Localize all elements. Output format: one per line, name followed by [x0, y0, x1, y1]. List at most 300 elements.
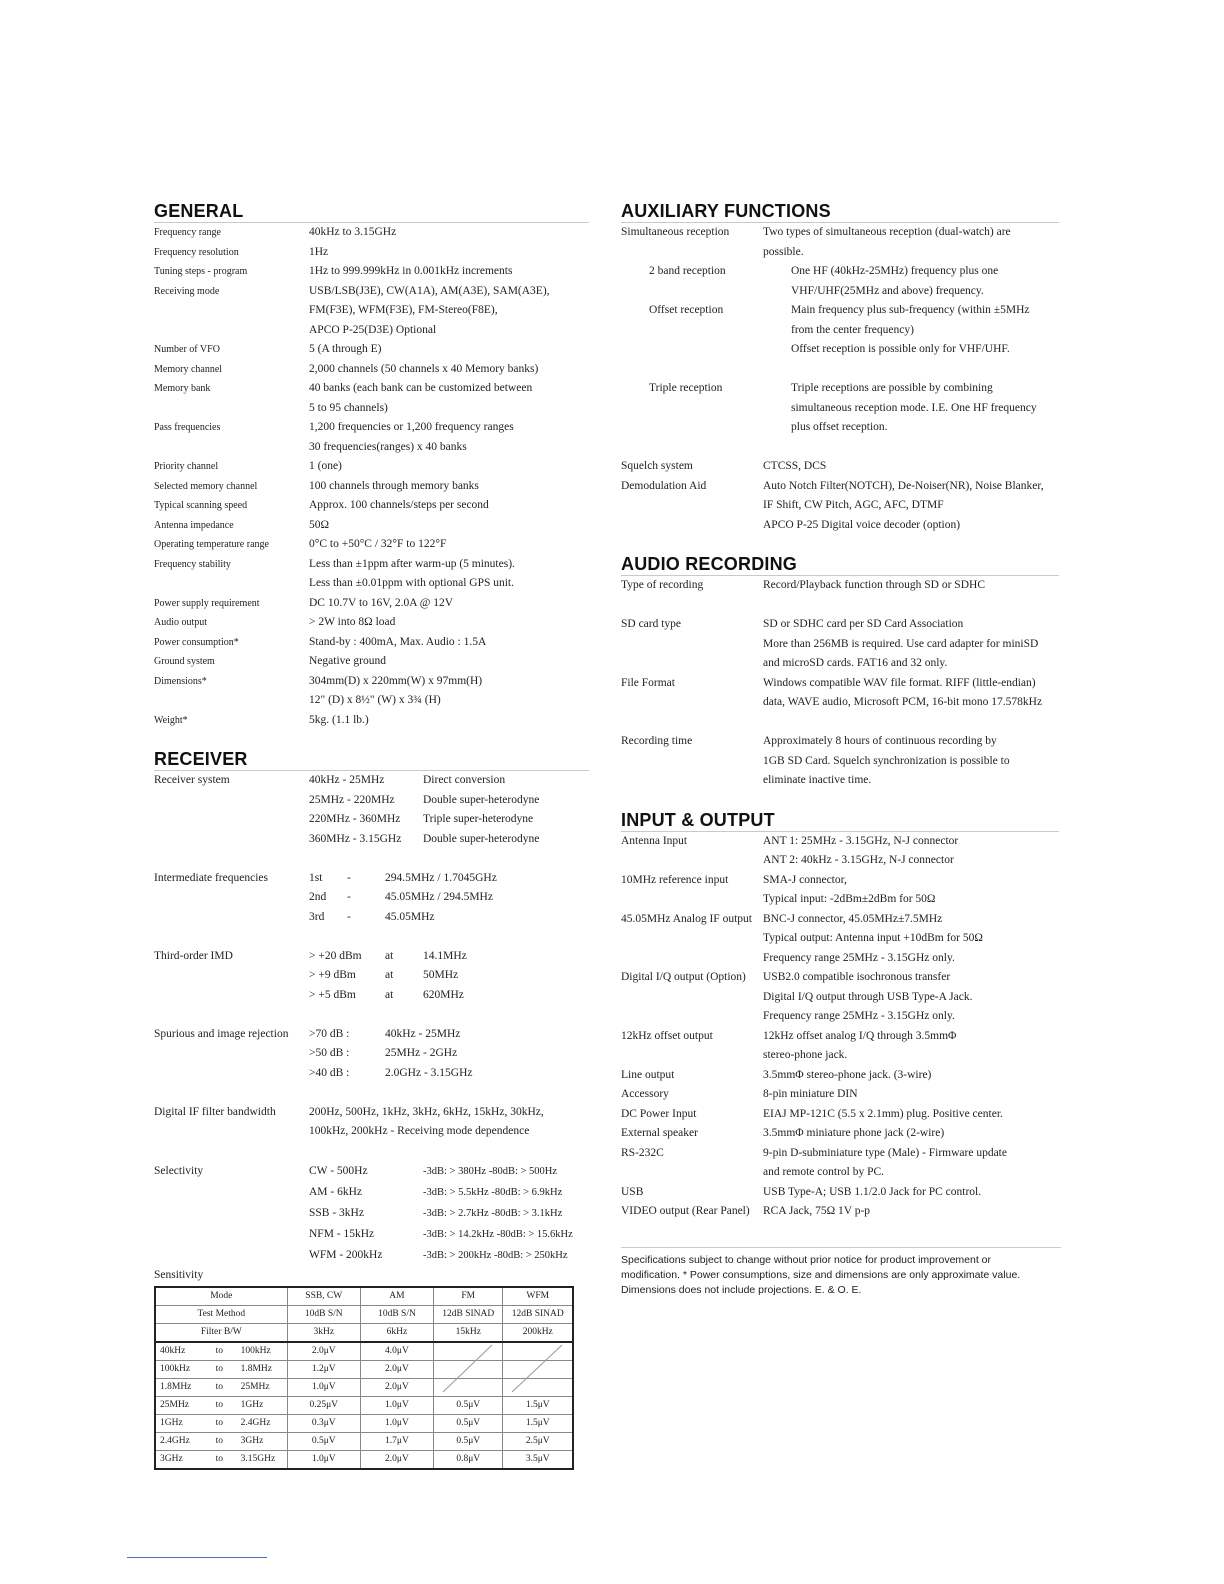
spec-value-line: 8-pin miniature DIN	[763, 1088, 858, 1100]
spec-label	[154, 888, 309, 908]
table-header-row	[155, 1305, 573, 1323]
spec-value	[309, 418, 589, 457]
table-header-cell: 15kHz	[434, 1323, 503, 1342]
spec-value-line: Stand-by : 400mA, Max. Audio : 1.5A	[309, 635, 487, 648]
sensitivity-value-wfm: 3.5μV	[503, 1450, 573, 1469]
spec-value	[309, 516, 589, 536]
spec-value-line: BNC-J connector, 45.05MHz±7.5MHz	[763, 912, 943, 925]
frequency-range	[156, 1346, 287, 1356]
spec-value	[309, 1064, 589, 1084]
spec-label	[154, 1044, 309, 1064]
spec-row	[154, 986, 589, 1006]
spec-value-line: 0°C to +50°C / 32°F to 122°F	[309, 538, 447, 550]
spec-cell: 45.05MHz / 294.5MHz	[385, 891, 493, 903]
spec-cell: >40 dB :	[309, 1066, 350, 1079]
sensitivity-value-fm	[434, 1342, 503, 1361]
spec-row	[621, 674, 1059, 713]
spec-label: Digital IF filter bandwidth	[154, 1105, 276, 1118]
spec-cell: at	[385, 988, 394, 1001]
spec-value	[309, 1245, 589, 1266]
spec-value	[309, 986, 589, 1006]
sensitivity-value-ssb: 0.3μV	[287, 1414, 360, 1432]
spec-value-line: More than 256MB is required. Use card adapter for miniSD	[763, 637, 1039, 650]
sensitivity-value-am: 2.0μV	[360, 1360, 433, 1378]
auxiliary-functions-heading: AUXILIARY FUNCTIONS	[621, 200, 1059, 223]
spec-value-line: data, WAVE audio, Microsoft PCM, 16-bit mono 17.578kHz	[763, 696, 1043, 708]
spec-row	[154, 379, 589, 418]
spec-cell: -3dB: > 5.5kHz -80dB: > 6.9kHz	[423, 1187, 563, 1198]
spec-cell: -	[347, 910, 351, 923]
spec-label: Frequency resolution	[154, 246, 239, 258]
spec-row	[154, 810, 589, 830]
spec-row	[154, 262, 589, 282]
spec-value-line: 100 channels through memory banks	[309, 479, 479, 492]
spec-row	[621, 262, 1059, 301]
spec-label: Offset reception	[649, 304, 724, 316]
spec-value	[763, 1124, 1059, 1144]
range-to: 2.4GHz	[240, 1418, 271, 1428]
spec-value	[309, 555, 589, 594]
spec-row	[154, 1025, 589, 1045]
range-from: 2.4GHz	[160, 1436, 190, 1446]
frequency-range-cell	[155, 1360, 287, 1378]
auxiliary-list	[621, 223, 1059, 535]
range-to-word: to	[215, 1382, 223, 1392]
spec-label: 10MHz reference input	[621, 873, 729, 886]
spec-value	[309, 888, 589, 908]
table-header-cell: 10dB S/N	[360, 1305, 433, 1323]
sensitivity-value-fm: 0.8μV	[434, 1450, 503, 1469]
spec-cell: WFM - 200kHz	[309, 1249, 383, 1261]
frequency-range	[156, 1364, 287, 1374]
spec-cell: > +9 dBm	[309, 969, 356, 981]
audio-list	[621, 576, 1059, 791]
spec-value	[309, 613, 589, 633]
spacer	[621, 596, 1059, 616]
spec-row	[154, 633, 589, 653]
spec-value-line: ANT 2: 40kHz - 3.15GHz, N-J connector	[763, 854, 954, 866]
range-to-word: to	[215, 1364, 223, 1374]
spec-value	[309, 771, 589, 791]
spec-value-line: APCO P-25 Digital voice decoder (option)	[763, 518, 961, 531]
spec-label	[154, 1064, 309, 1084]
spec-label: SD card type	[621, 618, 682, 630]
spec-label	[154, 1203, 309, 1224]
spec-value	[309, 223, 589, 243]
spec-label: Type of recording	[621, 579, 704, 591]
spec-value-line: Frequency range 25MHz - 3.15GHz only.	[763, 951, 955, 964]
table-header-cell: Filter B/W	[155, 1323, 287, 1342]
spec-label: Dimensions*	[154, 675, 207, 687]
spec-value-line: SMA-J connector,	[763, 873, 847, 886]
spec-row	[154, 1064, 589, 1084]
spec-cell: >70 dB :	[309, 1027, 350, 1040]
spec-cell: 1st	[309, 871, 323, 884]
spec-value	[763, 223, 1059, 262]
spec-value-line: APCO P-25(D3E) Optional	[309, 323, 437, 336]
frequency-range	[156, 1454, 287, 1464]
spec-row	[154, 869, 589, 889]
spec-label	[154, 810, 309, 830]
spec-label: Antenna Input	[621, 834, 688, 847]
spec-value-line: Approximately 8 hours of continuous recording by	[763, 735, 997, 747]
spec-cell: 100kHz, 200kHz - Receiving mode dependence	[309, 1125, 530, 1137]
spec-value	[309, 908, 589, 928]
spec-row	[154, 243, 589, 263]
frequency-range-cell	[155, 1396, 287, 1414]
spec-label: Audio output	[154, 617, 208, 628]
spec-label: Simultaneous reception	[621, 226, 730, 238]
spec-row	[621, 832, 1059, 871]
spec-value-line: USB2.0 compatible isochronous transfer	[763, 971, 951, 983]
spec-value-line: 5 (A through E)	[309, 343, 382, 355]
spec-value	[309, 282, 589, 341]
range-to-word: to	[215, 1346, 223, 1356]
spec-label: External speaker	[621, 1127, 698, 1139]
spec-label: Third-order IMD	[154, 949, 233, 962]
spec-cell: CW - 500Hz	[309, 1165, 368, 1177]
spec-row	[621, 871, 1059, 910]
spec-value	[309, 594, 589, 614]
sensitivity-value-am: 1.7μV	[360, 1432, 433, 1450]
frequency-range	[156, 1400, 287, 1410]
spec-value	[309, 1161, 589, 1182]
range-to: 1GHz	[240, 1400, 264, 1410]
spec-label: Accessory	[621, 1088, 669, 1100]
spec-cell: NFM - 15kHz	[309, 1228, 375, 1240]
table-header-cell: 10dB S/N	[287, 1305, 360, 1323]
spec-value-line: 304mm(D) x 220mm(W) x 97mm(H)	[309, 674, 483, 687]
spec-cell: -3dB: > 2.7kHz -80dB: > 3.1kHz	[423, 1208, 563, 1219]
spec-value	[309, 340, 589, 360]
spec-label: Weight*	[154, 714, 188, 726]
table-header-cell: 12dB SINAD	[434, 1305, 503, 1323]
spec-value	[309, 379, 589, 418]
spec-cell: 620MHz	[423, 988, 464, 1001]
range-from: 1GHz	[160, 1418, 183, 1428]
spec-value-line: Two types of simultaneous reception (dual-watch) are	[763, 226, 1011, 238]
spec-value-line: 3.5mmΦ stereo-phone jack. (3-wire)	[763, 1068, 932, 1081]
spec-row	[621, 1202, 1059, 1222]
spec-value-line: DC 10.7V to 16V, 2.0A @ 12V	[309, 596, 454, 609]
spec-value-line: eliminate inactive time.	[763, 774, 872, 786]
range-to: 25MHz	[240, 1382, 270, 1392]
range-to-word: to	[215, 1454, 223, 1464]
spec-label: RS-232C	[621, 1146, 664, 1159]
receiver-heading: RECEIVER	[154, 748, 589, 771]
spec-value	[309, 1122, 589, 1142]
spec-value-line: 50Ω	[309, 518, 330, 531]
spec-label: Triple reception	[649, 382, 723, 394]
spec-value-line: from the center frequency)	[791, 323, 914, 336]
spec-value-line: 1GB SD Card. Squelch synchronization is possible to	[763, 754, 1010, 767]
frequency-range-cell	[155, 1342, 287, 1361]
range-from: 3GHz	[160, 1454, 183, 1464]
spec-value	[309, 457, 589, 477]
spec-row	[621, 1183, 1059, 1203]
spec-label: Receiving mode	[154, 285, 220, 297]
table-header-row	[155, 1323, 573, 1342]
right-column	[621, 200, 1059, 1222]
spec-cell: -	[347, 871, 351, 884]
spec-label: Line output	[621, 1068, 675, 1081]
table-row	[155, 1342, 573, 1361]
spec-row	[621, 1105, 1059, 1125]
sensitivity-value-ssb: 2.0μV	[287, 1342, 360, 1361]
spec-row	[154, 771, 589, 791]
spec-value-line: 3.5mmΦ miniature phone jack (2-wire)	[763, 1127, 945, 1139]
spec-label: Intermediate frequencies	[154, 871, 268, 884]
spec-cell: at	[385, 949, 394, 962]
spec-label: Memory channel	[154, 363, 223, 375]
spec-cell: AM - 6kHz	[309, 1186, 363, 1198]
range-from: 25MHz	[160, 1400, 190, 1410]
general-list	[154, 223, 589, 730]
range-from: 100kHz	[160, 1364, 191, 1374]
spec-cell: Double super-heterodyne	[423, 832, 540, 845]
spec-value-line: 5kg. (1.1 lb.)	[309, 713, 369, 726]
spec-value	[309, 477, 589, 497]
sensitivity-value-wfm	[503, 1378, 573, 1396]
spec-row	[154, 555, 589, 594]
table-header-cell: 12dB SINAD	[503, 1305, 573, 1323]
frequency-range-cell	[155, 1432, 287, 1450]
spec-label: Tuning steps - program	[154, 266, 248, 277]
spec-value-line: 5 to 95 channels)	[309, 401, 388, 414]
spec-value	[309, 633, 589, 653]
spec-value-line: USB Type-A; USB 1.1/2.0 Jack for PC control.	[763, 1185, 982, 1198]
sensitivity-value-am: 1.0μV	[360, 1396, 433, 1414]
spec-value	[309, 830, 589, 850]
spec-value-line: Approx. 100 channels/steps per second	[309, 499, 489, 511]
footnote	[621, 1247, 1061, 1298]
spec-value-line: ANT 1: 25MHz - 3.15GHz, N-J connector	[763, 834, 959, 847]
spec-value-line: 40kHz to 3.15GHz	[309, 226, 397, 238]
spec-label: 2 band reception	[649, 265, 726, 277]
spec-value-line: Typical input: -2dBm±2dBm for 50Ω	[763, 893, 936, 905]
spacer	[621, 360, 1059, 380]
sensitivity-value-fm	[434, 1378, 503, 1396]
spec-row	[154, 947, 589, 967]
sensitivity-value-ssb: 1.0μV	[287, 1378, 360, 1396]
spec-label: VIDEO output (Rear Panel)	[621, 1205, 750, 1217]
spec-value-line: and microSD cards. FAT16 and 32 only.	[763, 657, 948, 669]
spec-value	[309, 360, 589, 380]
spec-value-line: 40 banks (each bank can be customized between	[309, 382, 533, 394]
spec-label	[154, 908, 309, 928]
spec-value	[763, 1105, 1059, 1125]
spec-label: Frequency stability	[154, 558, 231, 570]
spec-label: Memory bank	[154, 383, 211, 394]
input-output-heading: INPUT & OUTPUT	[621, 809, 1059, 832]
spec-row	[621, 379, 1059, 438]
spec-label	[154, 966, 309, 986]
sensitivity-value-ssb: 0.5μV	[287, 1432, 360, 1450]
frequency-range-cell	[155, 1414, 287, 1432]
spacer	[154, 927, 589, 947]
table-header-cell: 6kHz	[360, 1323, 433, 1342]
spec-row	[621, 457, 1059, 477]
spec-value	[763, 457, 1059, 477]
spec-value	[309, 711, 589, 731]
sensitivity-value-wfm	[503, 1342, 573, 1361]
spec-row	[621, 910, 1059, 969]
spec-label: Spurious and image rejection	[154, 1027, 289, 1040]
spec-value-line: Triple receptions are possible by combining	[791, 382, 993, 394]
spec-label: DC Power Input	[621, 1107, 697, 1120]
spec-cell: 45.05MHz	[385, 910, 435, 923]
frequency-range	[156, 1418, 287, 1428]
spec-cell: 2nd	[309, 891, 327, 903]
spec-value	[763, 1066, 1059, 1086]
sensitivity-value-fm: 0.5μV	[434, 1432, 503, 1450]
sensitivity-value-wfm: 1.5μV	[503, 1414, 573, 1432]
spec-value	[763, 910, 1059, 969]
sensitivity-value-wfm	[503, 1360, 573, 1378]
spec-value	[763, 615, 1059, 674]
spec-value	[309, 535, 589, 555]
spec-row	[621, 223, 1059, 262]
spec-label	[154, 1245, 309, 1266]
range-to: 3GHz	[240, 1436, 264, 1446]
spec-label: 45.05MHz Analog IF output	[621, 912, 752, 925]
frequency-range-cell	[155, 1378, 287, 1396]
spec-value-line: 1Hz to 999.999kHz in 0.001kHz increments	[309, 265, 513, 277]
spec-label: Operating temperature range	[154, 539, 269, 550]
spec-cell: -3dB: > 380Hz -80dB: > 500Hz	[423, 1166, 558, 1177]
spec-row	[154, 1161, 589, 1182]
spec-value	[763, 576, 1059, 596]
spec-value	[791, 379, 1059, 438]
spec-label: Number of VFO	[154, 344, 220, 355]
spec-value-line: RCA Jack, 75Ω 1V p-p	[763, 1205, 871, 1217]
spec-label: USB	[621, 1185, 644, 1198]
spec-label: File Format	[621, 676, 675, 689]
spec-value-line: 12" (D) x 8½" (W) x 3¾ (H)	[309, 694, 441, 706]
spec-row	[154, 457, 589, 477]
spec-label: Typical scanning speed	[154, 500, 248, 511]
spec-value-line: 1 (one)	[309, 460, 342, 472]
spec-label: Antenna impedance	[154, 519, 234, 531]
spec-row	[621, 615, 1059, 674]
audio-recording-heading: AUDIO RECORDING	[621, 553, 1059, 576]
spec-value	[763, 968, 1059, 1027]
spec-cell: > +5 dBm	[309, 988, 356, 1001]
spec-row	[154, 908, 589, 928]
spec-value-line: SD or SDHC card per SD Card Association	[763, 618, 964, 630]
spec-value-line: Negative ground	[309, 655, 386, 667]
spec-value	[309, 810, 589, 830]
spec-cell: at	[385, 969, 394, 981]
spec-value-line: CTCSS, DCS	[763, 460, 827, 472]
table-header-cell: 200kHz	[503, 1323, 573, 1342]
spec-value-line: Frequency range 25MHz - 3.15GHz only.	[763, 1010, 955, 1022]
spec-cell: -	[347, 891, 351, 903]
spec-cell: 220MHz - 360MHz	[309, 813, 401, 825]
spec-label: 12kHz offset output	[621, 1029, 713, 1042]
spec-row	[154, 477, 589, 497]
spec-label	[154, 1182, 309, 1203]
spec-row	[154, 966, 589, 986]
spec-row	[621, 576, 1059, 596]
spec-value	[309, 1203, 589, 1224]
spec-value-line: Windows compatible WAV file format. RIFF (little-endian)	[763, 676, 1036, 689]
spec-label	[154, 1224, 309, 1245]
spec-cell: 2.0GHz - 3.15GHz	[385, 1066, 473, 1079]
spec-row	[154, 1203, 589, 1224]
spec-label: Selectivity	[154, 1165, 204, 1177]
sensitivity-table	[154, 1286, 574, 1470]
table-row	[155, 1396, 573, 1414]
spec-cell: 25MHz - 220MHz	[309, 793, 395, 806]
spec-label: Pass frequencies	[154, 422, 221, 433]
spec-row	[154, 282, 589, 341]
table-row	[155, 1378, 573, 1396]
spec-value	[763, 1085, 1059, 1105]
table-header-row	[155, 1287, 573, 1306]
spec-row	[621, 1124, 1059, 1144]
spec-label: Selected memory channel	[154, 480, 258, 492]
spec-value-line: Typical output: Antenna input +10dBm for 50Ω	[763, 932, 983, 944]
spec-row	[154, 711, 589, 731]
spec-row	[154, 1103, 589, 1123]
spec-value	[763, 674, 1059, 713]
spec-label: Frequency range	[154, 227, 221, 238]
spec-value	[763, 1202, 1059, 1222]
spec-value	[763, 1144, 1059, 1183]
table-row	[155, 1360, 573, 1378]
footnote-line: Dimensions does not include projections. E. & O. E.	[621, 1284, 862, 1296]
range-to: 1.8MHz	[240, 1364, 273, 1374]
spec-row	[154, 1266, 589, 1286]
spec-value-line: IF Shift, CW Pitch, AGC, AFC, DTMF	[763, 499, 944, 511]
spec-row	[154, 1044, 589, 1064]
spec-row	[621, 477, 1059, 536]
sensitivity-value-am: 2.0μV	[360, 1450, 433, 1469]
table-header-cell: Mode	[210, 1291, 233, 1301]
spec-value-line: Record/Playback function through SD or SDHC	[763, 579, 985, 591]
spec-row	[621, 732, 1059, 791]
spacer	[154, 1005, 589, 1025]
sensitivity-value-wfm: 2.5μV	[503, 1432, 573, 1450]
spec-row	[621, 301, 1059, 360]
spacer	[621, 438, 1059, 458]
spec-value-line: EIAJ MP-121C (5.5 x 2.1mm) plug. Positive center.	[763, 1107, 1003, 1120]
sensitivity-value-am: 1.0μV	[360, 1414, 433, 1432]
sensitivity-value-fm: 0.5μV	[434, 1396, 503, 1414]
spec-row	[154, 1245, 589, 1266]
spec-cell: 40kHz - 25MHz	[309, 774, 385, 786]
spec-value	[791, 301, 1059, 360]
spec-row	[621, 1085, 1059, 1105]
spec-value-line: simultaneous reception mode. I.E. One HF frequency	[791, 401, 1037, 414]
receiver-list	[154, 771, 589, 1471]
spec-value-line: 2,000 channels (50 channels x 40 Memory banks)	[309, 362, 539, 375]
spec-label: Digital I/Q output (Option)	[621, 971, 746, 983]
sensitivity-value-am: 2.0μV	[360, 1378, 433, 1396]
spacer	[154, 1083, 589, 1103]
spec-row	[154, 1122, 589, 1142]
spec-row	[154, 1224, 589, 1245]
frequency-range-cell	[155, 1450, 287, 1469]
sensitivity-label: Sensitivity	[154, 1269, 204, 1281]
left-column	[154, 200, 589, 1471]
spec-value	[309, 791, 589, 811]
table-row	[155, 1432, 573, 1450]
sensitivity-value-fm: 0.5μV	[434, 1414, 503, 1432]
spec-value-line: stereo-phone jack.	[763, 1049, 848, 1061]
spec-value	[309, 652, 589, 672]
